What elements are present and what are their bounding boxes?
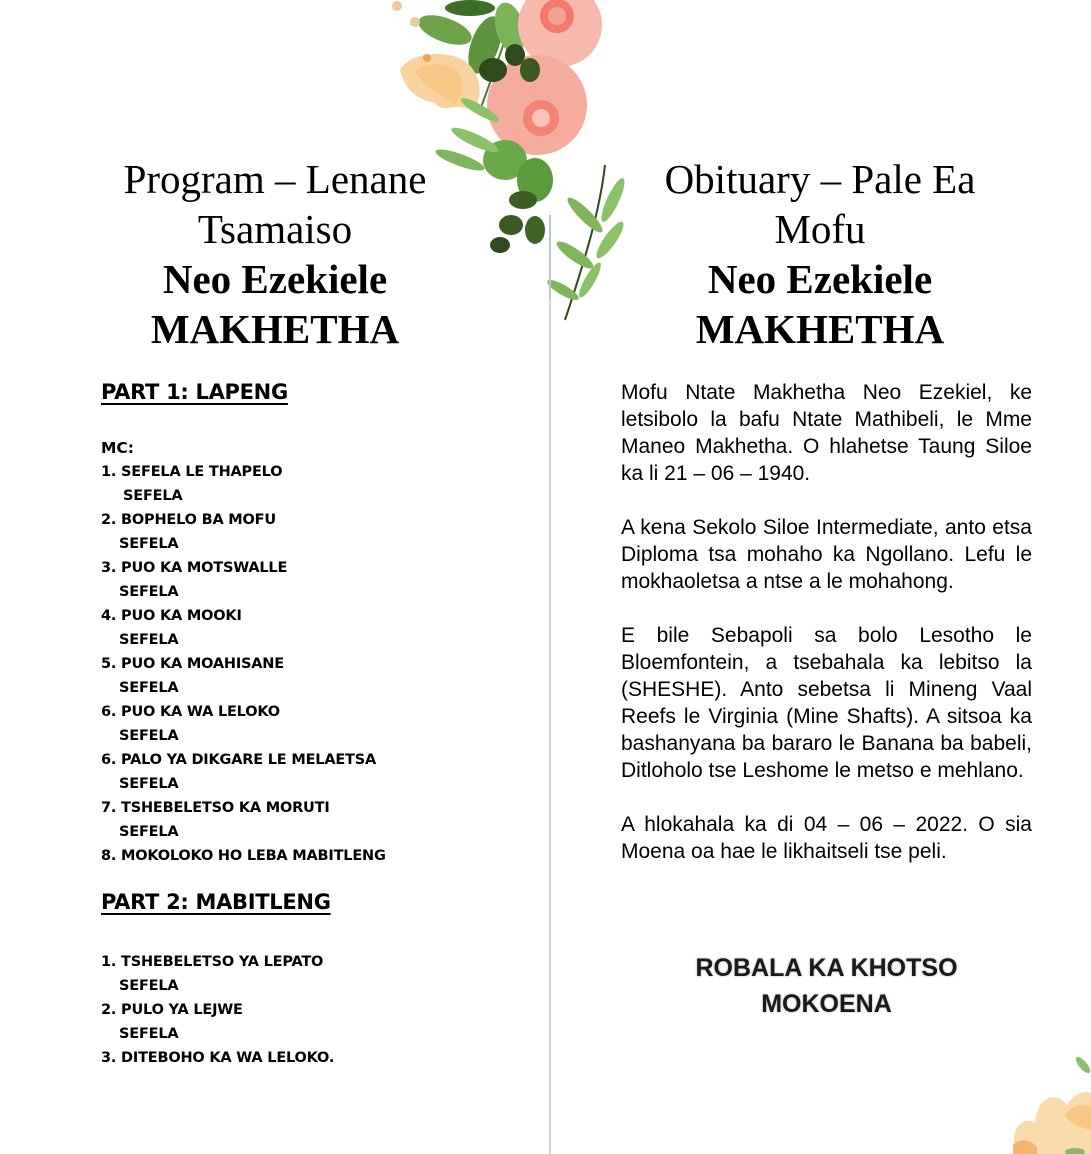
program-item: SEFELA [119, 536, 179, 552]
program-item: SEFELA [123, 488, 183, 504]
obituary-title-block [600, 154, 1040, 354]
program-title-block [70, 154, 480, 354]
program-subtitle: Tsamaiso [197, 206, 353, 252]
program-item: 1. SEFELA LE THAPELO [101, 464, 283, 480]
obituary-paragraph: E bile Sebapoli sa bolo Lesotho le Bloemfontein, a tsebahala ka lebitso la (SHESHE). Anto sebetsa li Mineng Vaal Reefs le Virginia (Mine Shafts). A sitsoa ka bashanyana ba bararo le Banana ba babeli, Ditloholo tse Leshome le metso e mehlano. [621, 624, 1032, 782]
program-item: SEFELA [119, 728, 179, 744]
program-item: SEFELA [119, 776, 179, 792]
obituary-body [621, 379, 1032, 892]
program-item: 6. PUO KA WA LELOKO [101, 704, 280, 720]
deceased-name: Neo Ezekiele [707, 256, 933, 302]
program-item: 3. PUO KA MOTSWALLE [101, 560, 288, 576]
closing-line-2: MOKOENA [761, 990, 892, 1018]
program-item: SEFELA [119, 824, 179, 840]
deceased-surname: MAKHETHA [695, 306, 945, 352]
deceased-name: Neo Ezekiele [162, 256, 388, 302]
mc-label: MC: [101, 439, 134, 457]
obituary-paragraph: Mofu Ntate Makhetha Neo Ezekiel, ke letsibolo la bafu Ntate Mathibeli, le Mme Maneo Makhetha. O hlahetse Taung Siloe ka li 21 – 06 – 1940. [621, 381, 1032, 485]
program-item: 5. PUO KA MOAHISANE [101, 656, 284, 672]
program-item: 4. PUO KA MOOKI [101, 608, 242, 624]
obituary-subtitle: Mofu [774, 206, 866, 252]
part2-list [101, 950, 521, 1070]
deceased-surname: MAKHETHA [150, 306, 400, 352]
closing-message [621, 950, 1032, 1022]
program-item: SEFELA [119, 680, 179, 696]
bottom-floral-decoration [1005, 1035, 1091, 1154]
part1-heading: PART 1: LAPENG [101, 380, 288, 404]
program-list [101, 380, 521, 1070]
program-item: SEFELA [119, 978, 179, 994]
program-item: 7. TSHEBELETSO KA MORUTI [101, 800, 330, 816]
program-item: 3. DITEBOHO KA WA LELOKO. [101, 1050, 335, 1066]
obituary-paragraph: A hlokahala ka di 04 – 06 – 2022. O sia Moena oa hae le likhaitseli tse peli. [621, 813, 1032, 863]
part2-heading: PART 2: MABITLENG [101, 890, 331, 914]
program-item: 1. TSHEBELETSO YA LEPATO [101, 954, 324, 970]
program-item: 2. BOPHELO BA MOFU [101, 512, 276, 528]
obituary-paragraph: A kena Sekolo Siloe Intermediate, anto etsa Diploma tsa mohaho ka Ngollano. Lefu le mokhaoletsa a ntse a le mohahong. [621, 516, 1032, 593]
program-item: SEFELA [119, 632, 179, 648]
program-item: SEFELA [119, 1026, 179, 1042]
program-item: 8. MOKOLOKO HO LEBA MABITLENG [101, 848, 386, 864]
program-item: 2. PULO YA LEJWE [101, 1002, 243, 1018]
closing-line-1: ROBALA KA KHOTSO [695, 954, 958, 982]
program-item: 6. PALO YA DIKGARE LE MELAETSA [101, 752, 377, 768]
program-title: Program – Lenane [123, 156, 427, 202]
program-item: SEFELA [119, 584, 179, 600]
column-divider [549, 300, 551, 1154]
obituary-title: Obituary – Pale Ea [664, 156, 976, 202]
